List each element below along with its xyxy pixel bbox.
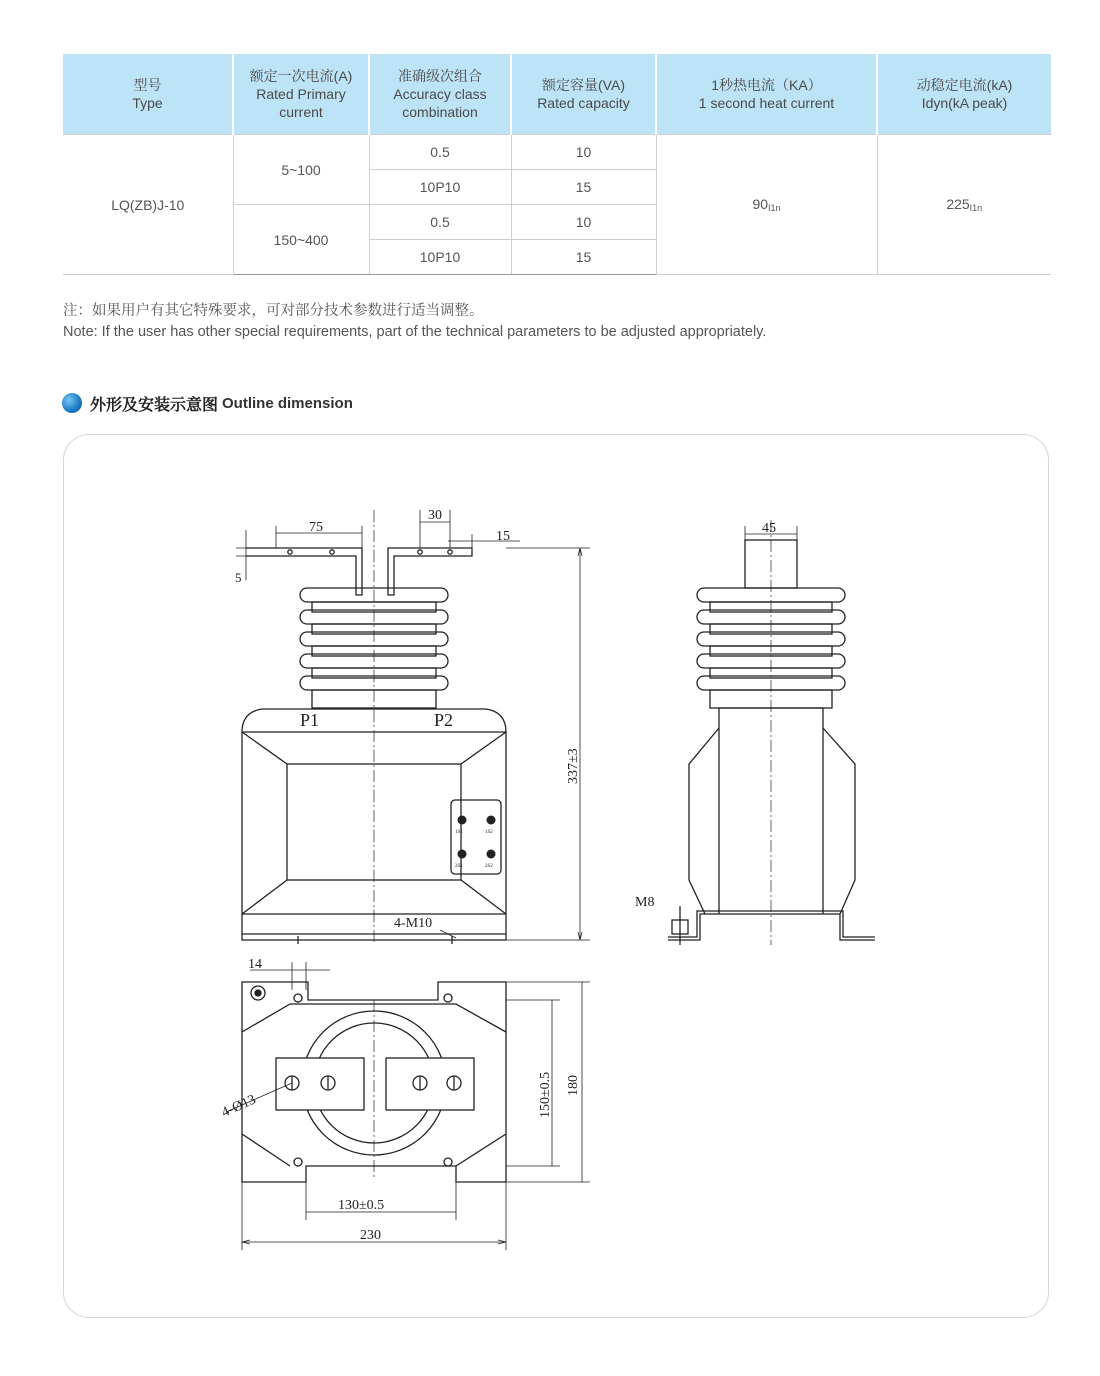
dim-130-label: 130±0.5 [338,1198,385,1213]
dim-height-label: 337±3 [566,748,581,784]
header-rated-capacity: 额定容量(VA) Rated capacity [511,54,656,135]
header-accuracy-class: 准确级次组合 Accuracy class combination [369,54,511,135]
dim-75-label: 75 [309,520,323,535]
capacity-cell: 10 [511,135,656,170]
terminal-label: 1S2 [485,830,493,835]
dim-230-label: 230 [360,1228,381,1243]
class-cell: 10P10 [369,170,511,205]
front-view [242,510,506,945]
dim-30-label: 30 [428,508,442,523]
front-dimensions [236,510,590,940]
dim-14-label: 14 [248,957,262,972]
header-type: 型号 Type [63,54,233,135]
capacity-cell: 15 [511,170,656,205]
capacity-cell: 15 [511,240,656,275]
heat-current-cell: $90_{I1n}$ [656,135,877,275]
header-heat-current: 1秒热电流（KA） 1 second heat current [656,54,877,135]
class-cell: 10P10 [369,240,511,275]
note-chinese: 注：如果用户有其它特殊要求，可对部分技术参数进行适当调整。 [63,303,484,319]
section-title: 外形及安装示意图 Outline dimension [62,392,353,414]
label-m8: M8 [635,895,655,910]
label-4-holes: 4-Ø13 [219,1092,259,1121]
bottom-view [226,982,506,1182]
dim-15-label: 15 [496,529,510,544]
header-rated-primary-current: 额定一次电流(A) Rated Primary current [233,54,369,135]
label-p2: P2 [434,710,454,730]
terminal-label: 2S2 [485,864,493,869]
class-cell: 0.5 [369,205,511,240]
side-view [668,520,875,945]
class-cell: 0.5 [369,135,511,170]
current-cell: 5~100 [233,135,369,205]
label-p1: P1 [300,710,320,730]
capacity-cell: 10 [511,205,656,240]
dim-180-label: 180 [566,1075,581,1096]
dim-45-label: 45 [762,521,776,536]
dim-150-label: 150±0.5 [538,1071,553,1118]
dynamic-current-cell: $225_{I1n}$ [877,135,1051,275]
header-dynamic-current: 动稳定电流(kA) Idyn(kA peak) [877,54,1051,135]
note-english: Note: If the user has other special requirements, part of the technical parameters to be adjusted appropriately. [63,324,767,340]
type-cell: LQ(ZB)J-10 [63,135,233,275]
terminal-label: 2S1 [455,864,463,869]
label-4-m10: 4-M10 [394,916,433,931]
current-cell: 150~400 [233,205,369,275]
dim-5-label: 5 [235,570,242,585]
terminal-label: 1S1 [455,830,463,835]
